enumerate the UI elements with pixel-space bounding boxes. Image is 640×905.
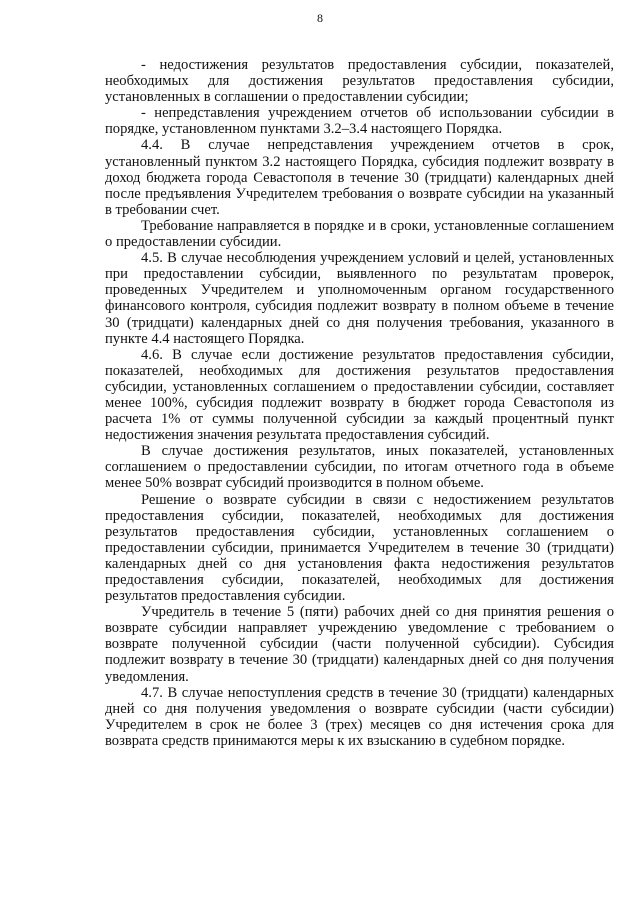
paragraph-requirement: Требование направляется в порядке и в сроки, установленные соглашением о предоставлении субсидии. xyxy=(105,217,614,251)
paragraph-founder-notice: Учредитель в течение 5 (пяти) рабочих дней со дня принятия решения о возврате субсидии направляет учреждению уведомление с требованием о возврате полученной субсидии (части полученной субсидии). Субсидия подлежит возврату в течение 30 (тридцати) календарных дней со дня получения уведомления. xyxy=(105,604,614,685)
paragraph-4-7: 4.7. В случае непоступления средств в течение 30 (тридцати) календарных дней со дня получения уведомления о возврате субсидии (части субсидии) Учредителем в срок не более 3 (трех) месяцев со дня истечения срока для возврата средств принимаются меры к их взысканию в судебном порядке. xyxy=(105,684,614,749)
paragraph-nondelivery-results: - недостижения результатов предоставления субсидии, показателей, необходимых для достижения результатов предоставления субсидии, установленных в соглашении о предоставлении субсидии; xyxy=(105,57,614,106)
page-number: 8 xyxy=(317,11,323,25)
paragraph-4-6: 4.6. В случае если достижение результатов предоставления субсидии, показателей, необходимых для достижения результатов предоставления субсидии, установленных соглашением о предоставлении субсидии, составляет менее 100%, субсидия подлежит возврату в бюджет города Севастополя из расчета 1% от суммы полученной субсидии за каждый процентный пункт недостижения значения результата предоставления субсидий. xyxy=(105,346,614,444)
document-body xyxy=(105,57,614,749)
paragraph-results-50-percent: В случае достижения результатов, иных показателей, установленных соглашением о предоставлении субсидии, по итогам отчетного года в объеме менее 50% возврат субсидий производится в полном объеме. xyxy=(105,443,614,492)
paragraph-return-decision: Решение о возврате субсидии в связи с недостижением результатов предоставления субсидии, показателей, необходимых для достижения результатов предоставления субсидии, установленных соглашением о предоставлении субсидии, принимается Учредителем в течение 30 (тридцати) календарных дней со дня установления факта недостижения результатов предоставления субсидии, показателей, необходимых для достижения результатов предоставления субсидии. xyxy=(105,491,614,605)
paragraph-4-4: 4.4. В случае непредставления учреждением отчетов в срок, установленный пунктом 3.2 настоящего Порядка, субсидия подлежит возврату в доход бюджета города Севастополя в течение 30 (тридцати) календарных дней после предъявления Учредителем требования о возврате субсидии на указанный в требовании счет. xyxy=(105,137,614,218)
paragraph-4-5: 4.5. В случае несоблюдения учреждением условий и целей, установленных при предоставлении субсидии, выявленного по результатам проверок, проведенных Учредителем и уполномоченным органом государственного финансового контроля, субсидия подлежит возврату в полном объеме в течение 30 (тридцати) календарных дней со дня получения требования, указанного в пункте 4.4 настоящего Порядка. xyxy=(105,250,614,347)
paragraph-nonsubmission-reports: - непредставления учреждением отчетов об использовании субсидии в порядке, установленном пунктами 3.2–3.4 настоящего Порядка. xyxy=(105,105,614,138)
